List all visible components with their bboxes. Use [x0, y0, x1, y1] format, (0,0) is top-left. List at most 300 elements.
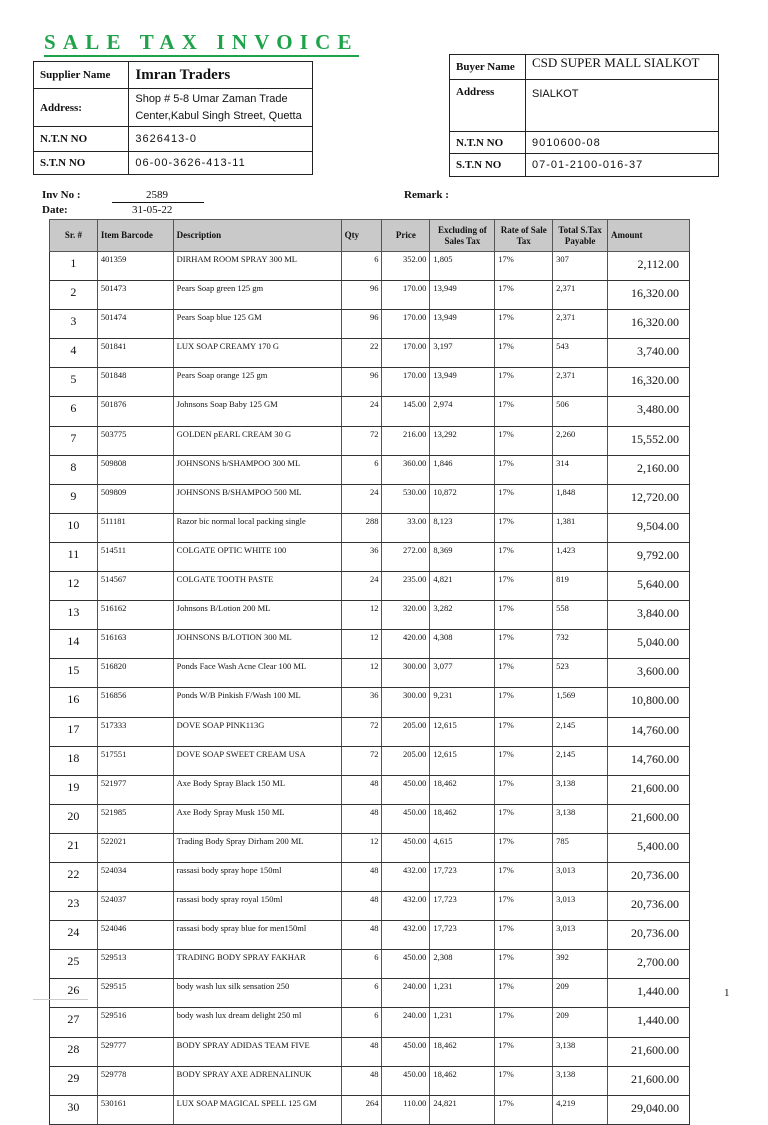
table-row	[50, 1095, 690, 1124]
buyer-address: SIALKOT	[526, 80, 719, 132]
row-total-tax: 3,013	[553, 892, 608, 921]
row-rate: 17%	[495, 252, 553, 281]
row-amount: 5,400.00	[608, 833, 690, 862]
row-barcode: 501841	[97, 339, 173, 368]
table-row	[50, 455, 690, 484]
row-sr: 8	[50, 455, 98, 484]
row-rate: 17%	[495, 368, 553, 397]
col-total-tax: Total S.Tax Payable	[553, 220, 608, 252]
table-row	[50, 513, 690, 542]
row-total-tax: 3,013	[553, 921, 608, 950]
row-price: 352.00	[382, 252, 430, 281]
row-amount: 9,792.00	[608, 542, 690, 571]
row-total-tax: 4,219	[553, 1095, 608, 1124]
row-rate: 17%	[495, 630, 553, 659]
row-description: JOHNSONS B/SHAMPOO 500 ML	[173, 484, 341, 513]
row-amount: 29,040.00	[608, 1095, 690, 1124]
row-rate: 17%	[495, 339, 553, 368]
row-amount: 3,840.00	[608, 601, 690, 630]
row-barcode: 516856	[97, 688, 173, 717]
row-price: 170.00	[382, 281, 430, 310]
row-excl-tax: 1,231	[430, 979, 495, 1008]
row-excl-tax: 13,292	[430, 426, 495, 455]
row-rate: 17%	[495, 455, 553, 484]
row-amount: 14,760.00	[608, 717, 690, 746]
remark-label: Remark :	[404, 189, 449, 201]
row-barcode: 517551	[97, 746, 173, 775]
row-barcode: 521977	[97, 775, 173, 804]
row-price: 170.00	[382, 339, 430, 368]
row-price: 240.00	[382, 1008, 430, 1037]
table-row	[50, 252, 690, 281]
row-barcode: 522021	[97, 833, 173, 862]
row-price: 33.00	[382, 513, 430, 542]
row-qty: 48	[341, 804, 382, 833]
row-excl-tax: 17,723	[430, 892, 495, 921]
supplier-address-line1: Shop # 5-8 Umar Zaman Trade	[135, 92, 288, 105]
row-price: 320.00	[382, 601, 430, 630]
row-qty: 24	[341, 397, 382, 426]
row-barcode: 516163	[97, 630, 173, 659]
row-total-tax: 732	[553, 630, 608, 659]
table-row	[50, 921, 690, 950]
row-excl-tax: 4,821	[430, 572, 495, 601]
row-rate: 17%	[495, 1066, 553, 1095]
supplier-address	[129, 89, 313, 127]
row-description: COLGATE TOOTH PASTE	[173, 572, 341, 601]
row-description: Pears Soap blue 125 GM	[173, 310, 341, 339]
row-excl-tax: 13,949	[430, 368, 495, 397]
table-row	[50, 542, 690, 571]
supplier-ntn: 3626413-0	[129, 127, 313, 152]
row-sr: 10	[50, 513, 98, 542]
row-sr: 9	[50, 484, 98, 513]
table-row	[50, 688, 690, 717]
row-total-tax: 3,138	[553, 804, 608, 833]
col-excl-tax: Excluding of Sales Tax	[430, 220, 495, 252]
row-rate: 17%	[495, 281, 553, 310]
row-qty: 48	[341, 775, 382, 804]
row-total-tax: 209	[553, 979, 608, 1008]
row-qty: 72	[341, 717, 382, 746]
row-excl-tax: 2,308	[430, 950, 495, 979]
row-qty: 48	[341, 862, 382, 891]
row-total-tax: 1,848	[553, 484, 608, 513]
row-price: 360.00	[382, 455, 430, 484]
row-amount: 20,736.00	[608, 862, 690, 891]
row-amount: 12,720.00	[608, 484, 690, 513]
date-label: Date:	[42, 204, 68, 216]
table-row	[50, 310, 690, 339]
row-excl-tax: 9,231	[430, 688, 495, 717]
col-qty: Qty	[341, 220, 382, 252]
row-amount: 20,736.00	[608, 892, 690, 921]
row-rate: 17%	[495, 892, 553, 921]
row-total-tax: 2,371	[553, 281, 608, 310]
buyer-stn-label: S.T.N NO	[450, 154, 526, 177]
row-rate: 17%	[495, 717, 553, 746]
row-barcode: 501473	[97, 281, 173, 310]
row-rate: 17%	[495, 426, 553, 455]
row-rate: 17%	[495, 1037, 553, 1066]
row-price: 300.00	[382, 659, 430, 688]
row-sr: 5	[50, 368, 98, 397]
row-amount: 2,160.00	[608, 455, 690, 484]
row-amount: 9,504.00	[608, 513, 690, 542]
table-row	[50, 775, 690, 804]
row-description: DIRHAM ROOM SPRAY 300 ML	[173, 252, 341, 281]
row-price: 272.00	[382, 542, 430, 571]
row-rate: 17%	[495, 310, 553, 339]
row-rate: 17%	[495, 833, 553, 862]
row-sr: 7	[50, 426, 98, 455]
table-row	[50, 804, 690, 833]
row-sr: 12	[50, 572, 98, 601]
page-number: 1	[724, 987, 730, 999]
row-qty: 24	[341, 572, 382, 601]
row-rate: 17%	[495, 1095, 553, 1124]
table-row	[50, 397, 690, 426]
row-price: 170.00	[382, 310, 430, 339]
row-rate: 17%	[495, 862, 553, 891]
row-excl-tax: 1,231	[430, 1008, 495, 1037]
row-barcode: 514511	[97, 542, 173, 571]
row-price: 450.00	[382, 1037, 430, 1066]
row-excl-tax: 10,872	[430, 484, 495, 513]
row-price: 530.00	[382, 484, 430, 513]
row-excl-tax: 8,369	[430, 542, 495, 571]
row-total-tax: 2,371	[553, 310, 608, 339]
supplier-stn: 06-00-3626-413-11	[129, 152, 313, 175]
row-qty: 24	[341, 484, 382, 513]
supplier-table	[33, 61, 313, 175]
table-row	[50, 1037, 690, 1066]
row-price: 300.00	[382, 688, 430, 717]
buyer-name-label: Buyer Name	[450, 55, 526, 80]
buyer-table	[449, 54, 719, 177]
row-description: Razor bic normal local packing single	[173, 513, 341, 542]
row-description: LUX SOAP MAGICAL SPELL 125 GM	[173, 1095, 341, 1124]
col-description: Description	[173, 220, 341, 252]
row-amount: 3,480.00	[608, 397, 690, 426]
row-qty: 48	[341, 1037, 382, 1066]
row-sr: 26	[50, 979, 98, 1008]
row-sr: 19	[50, 775, 98, 804]
row-rate: 17%	[495, 950, 553, 979]
row-amount: 1,440.00	[608, 979, 690, 1008]
row-excl-tax: 18,462	[430, 775, 495, 804]
row-sr: 30	[50, 1095, 98, 1124]
row-barcode: 509809	[97, 484, 173, 513]
row-sr: 1	[50, 252, 98, 281]
row-total-tax: 1,569	[553, 688, 608, 717]
table-row	[50, 979, 690, 1008]
row-sr: 4	[50, 339, 98, 368]
row-qty: 48	[341, 892, 382, 921]
row-price: 432.00	[382, 892, 430, 921]
row-barcode: 514567	[97, 572, 173, 601]
row-price: 450.00	[382, 833, 430, 862]
row-excl-tax: 1,805	[430, 252, 495, 281]
row-barcode: 516820	[97, 659, 173, 688]
row-description: LUX SOAP CREAMY 170 G	[173, 339, 341, 368]
row-sr: 23	[50, 892, 98, 921]
row-barcode: 529516	[97, 1008, 173, 1037]
row-rate: 17%	[495, 688, 553, 717]
row-sr: 25	[50, 950, 98, 979]
table-row	[50, 281, 690, 310]
row-qty: 48	[341, 921, 382, 950]
row-total-tax: 3,138	[553, 1037, 608, 1066]
row-sr: 3	[50, 310, 98, 339]
items-header	[50, 220, 690, 252]
supplier-stn-label: S.T.N NO	[34, 152, 129, 175]
row-description: Ponds W/B Pinkish F/Wash 100 ML	[173, 688, 341, 717]
row-excl-tax: 4,308	[430, 630, 495, 659]
row-qty: 22	[341, 339, 382, 368]
row-amount: 5,040.00	[608, 630, 690, 659]
row-amount: 3,600.00	[608, 659, 690, 688]
buyer-ntn-label: N.T.N NO	[450, 132, 526, 154]
row-barcode: 524037	[97, 892, 173, 921]
row-sr: 27	[50, 1008, 98, 1037]
row-barcode: 501848	[97, 368, 173, 397]
inv-no-underline	[112, 202, 204, 203]
row-sr: 21	[50, 833, 98, 862]
row-description: JOHNSONS B/LOTION 300 ML	[173, 630, 341, 659]
row-excl-tax: 2,974	[430, 397, 495, 426]
row-price: 235.00	[382, 572, 430, 601]
row-description: rassasi body spray hope 150ml	[173, 862, 341, 891]
row-qty: 96	[341, 310, 382, 339]
buyer-ntn: 9010600-08	[526, 132, 719, 154]
buyer-address-label: Address	[450, 80, 526, 132]
buyer-name: CSD SUPER MALL SIALKOT	[526, 55, 719, 80]
row-rate: 17%	[495, 484, 553, 513]
table-row	[50, 746, 690, 775]
row-amount: 21,600.00	[608, 1066, 690, 1095]
row-description: Ponds Face Wash Acne Clear 100 ML	[173, 659, 341, 688]
row-barcode: 521985	[97, 804, 173, 833]
row-sr: 18	[50, 746, 98, 775]
table-row	[50, 572, 690, 601]
row-description: Johnsons Soap Baby 125 GM	[173, 397, 341, 426]
row-price: 240.00	[382, 979, 430, 1008]
row-description: JOHNSONS b/SHAMPOO 300 ML	[173, 455, 341, 484]
row-total-tax: 3,138	[553, 1066, 608, 1095]
row-price: 205.00	[382, 746, 430, 775]
row-amount: 21,600.00	[608, 804, 690, 833]
row-price: 450.00	[382, 775, 430, 804]
row-qty: 12	[341, 659, 382, 688]
row-rate: 17%	[495, 804, 553, 833]
items-table	[49, 219, 690, 1125]
row-rate: 17%	[495, 746, 553, 775]
supplier-address-line2: Center,Kabul Singh Street, Quetta	[135, 109, 302, 122]
row-sr: 2	[50, 281, 98, 310]
row-total-tax: 307	[553, 252, 608, 281]
row-sr: 24	[50, 921, 98, 950]
row-price: 110.00	[382, 1095, 430, 1124]
date: 31-05-22	[132, 204, 173, 216]
row-excl-tax: 1,846	[430, 455, 495, 484]
row-qty: 6	[341, 1008, 382, 1037]
row-barcode: 529515	[97, 979, 173, 1008]
row-amount: 21,600.00	[608, 775, 690, 804]
row-rate: 17%	[495, 542, 553, 571]
row-sr: 16	[50, 688, 98, 717]
col-price: Price	[382, 220, 430, 252]
inv-no: 2589	[146, 189, 168, 201]
row-rate: 17%	[495, 601, 553, 630]
row-description: Trading Body Spray Dirham 200 ML	[173, 833, 341, 862]
row-qty: 12	[341, 601, 382, 630]
row-amount: 16,320.00	[608, 281, 690, 310]
supplier-name: Imran Traders	[129, 62, 313, 89]
row-excl-tax: 8,123	[430, 513, 495, 542]
table-row	[50, 862, 690, 891]
row-description: Pears Soap orange 125 gm	[173, 368, 341, 397]
row-amount: 3,740.00	[608, 339, 690, 368]
row-sr: 29	[50, 1066, 98, 1095]
row-barcode: 524034	[97, 862, 173, 891]
row-description: body wash lux silk sensation 250	[173, 979, 341, 1008]
row-barcode: 509808	[97, 455, 173, 484]
row-qty: 72	[341, 426, 382, 455]
row-sr: 14	[50, 630, 98, 659]
row-amount: 14,760.00	[608, 746, 690, 775]
row-qty: 288	[341, 513, 382, 542]
row-total-tax: 314	[553, 455, 608, 484]
row-barcode: 530161	[97, 1095, 173, 1124]
table-row	[50, 1008, 690, 1037]
row-qty: 12	[341, 833, 382, 862]
row-sr: 28	[50, 1037, 98, 1066]
row-amount: 2,700.00	[608, 950, 690, 979]
supplier-address-label: Address:	[34, 89, 129, 127]
row-qty: 6	[341, 950, 382, 979]
row-description: TRADING BODY SPRAY FAKHAR	[173, 950, 341, 979]
row-excl-tax: 24,821	[430, 1095, 495, 1124]
row-sr: 13	[50, 601, 98, 630]
row-barcode: 516162	[97, 601, 173, 630]
row-rate: 17%	[495, 397, 553, 426]
row-qty: 6	[341, 979, 382, 1008]
row-excl-tax: 12,615	[430, 717, 495, 746]
row-barcode: 529777	[97, 1037, 173, 1066]
footer-line	[33, 999, 88, 1000]
row-qty: 264	[341, 1095, 382, 1124]
row-price: 450.00	[382, 1066, 430, 1095]
row-total-tax: 1,423	[553, 542, 608, 571]
table-row	[50, 339, 690, 368]
row-barcode: 501474	[97, 310, 173, 339]
row-description: COLGATE OPTIC WHITE 100	[173, 542, 341, 571]
row-excl-tax: 4,615	[430, 833, 495, 862]
row-total-tax: 2,371	[553, 368, 608, 397]
row-excl-tax: 17,723	[430, 862, 495, 891]
row-excl-tax: 17,723	[430, 921, 495, 950]
row-barcode: 401359	[97, 252, 173, 281]
row-sr: 22	[50, 862, 98, 891]
row-rate: 17%	[495, 1008, 553, 1037]
row-sr: 17	[50, 717, 98, 746]
row-amount: 16,320.00	[608, 368, 690, 397]
row-amount: 2,112.00	[608, 252, 690, 281]
row-rate: 17%	[495, 921, 553, 950]
row-price: 145.00	[382, 397, 430, 426]
row-total-tax: 3,138	[553, 775, 608, 804]
row-amount: 21,600.00	[608, 1037, 690, 1066]
table-row	[50, 1066, 690, 1095]
row-total-tax: 785	[553, 833, 608, 862]
table-row	[50, 659, 690, 688]
row-qty: 96	[341, 368, 382, 397]
row-description: rassasi body spray royal 150ml	[173, 892, 341, 921]
row-description: DOVE SOAP SWEET CREAM USA	[173, 746, 341, 775]
row-description: Johnsons B/Lotion 200 ML	[173, 601, 341, 630]
row-amount: 20,736.00	[608, 921, 690, 950]
row-amount: 15,552.00	[608, 426, 690, 455]
table-row	[50, 484, 690, 513]
row-excl-tax: 13,949	[430, 281, 495, 310]
col-sr: Sr. #	[50, 220, 98, 252]
invoice-title: SALE TAX INVOICE	[44, 30, 359, 57]
table-row	[50, 630, 690, 659]
table-row	[50, 833, 690, 862]
row-excl-tax: 3,282	[430, 601, 495, 630]
row-rate: 17%	[495, 775, 553, 804]
row-price: 450.00	[382, 950, 430, 979]
inv-no-label: Inv No :	[42, 189, 81, 201]
supplier-name-label: Supplier Name	[34, 62, 129, 89]
row-barcode: 529513	[97, 950, 173, 979]
row-description: Pears Soap green 125 gm	[173, 281, 341, 310]
table-row	[50, 426, 690, 455]
row-amount: 10,800.00	[608, 688, 690, 717]
row-price: 432.00	[382, 921, 430, 950]
row-total-tax: 523	[553, 659, 608, 688]
row-qty: 12	[341, 630, 382, 659]
row-amount: 1,440.00	[608, 1008, 690, 1037]
row-qty: 36	[341, 688, 382, 717]
row-qty: 6	[341, 252, 382, 281]
row-total-tax: 2,145	[553, 717, 608, 746]
row-description: body wash lux dream delight 250 ml	[173, 1008, 341, 1037]
row-total-tax: 543	[553, 339, 608, 368]
row-excl-tax: 3,197	[430, 339, 495, 368]
supplier-ntn-label: N.T.N NO	[34, 127, 129, 152]
row-price: 205.00	[382, 717, 430, 746]
row-description: GOLDEN pEARL CREAM 30 G	[173, 426, 341, 455]
row-price: 432.00	[382, 862, 430, 891]
row-price: 450.00	[382, 804, 430, 833]
row-excl-tax: 3,077	[430, 659, 495, 688]
row-total-tax: 819	[553, 572, 608, 601]
row-price: 420.00	[382, 630, 430, 659]
row-sr: 15	[50, 659, 98, 688]
row-sr: 11	[50, 542, 98, 571]
row-total-tax: 2,260	[553, 426, 608, 455]
row-amount: 5,640.00	[608, 572, 690, 601]
row-barcode: 503775	[97, 426, 173, 455]
row-rate: 17%	[495, 659, 553, 688]
col-amount: Amount	[608, 220, 690, 252]
col-rate: Rate of Sale Tax	[495, 220, 553, 252]
row-qty: 96	[341, 281, 382, 310]
row-total-tax: 392	[553, 950, 608, 979]
row-rate: 17%	[495, 513, 553, 542]
